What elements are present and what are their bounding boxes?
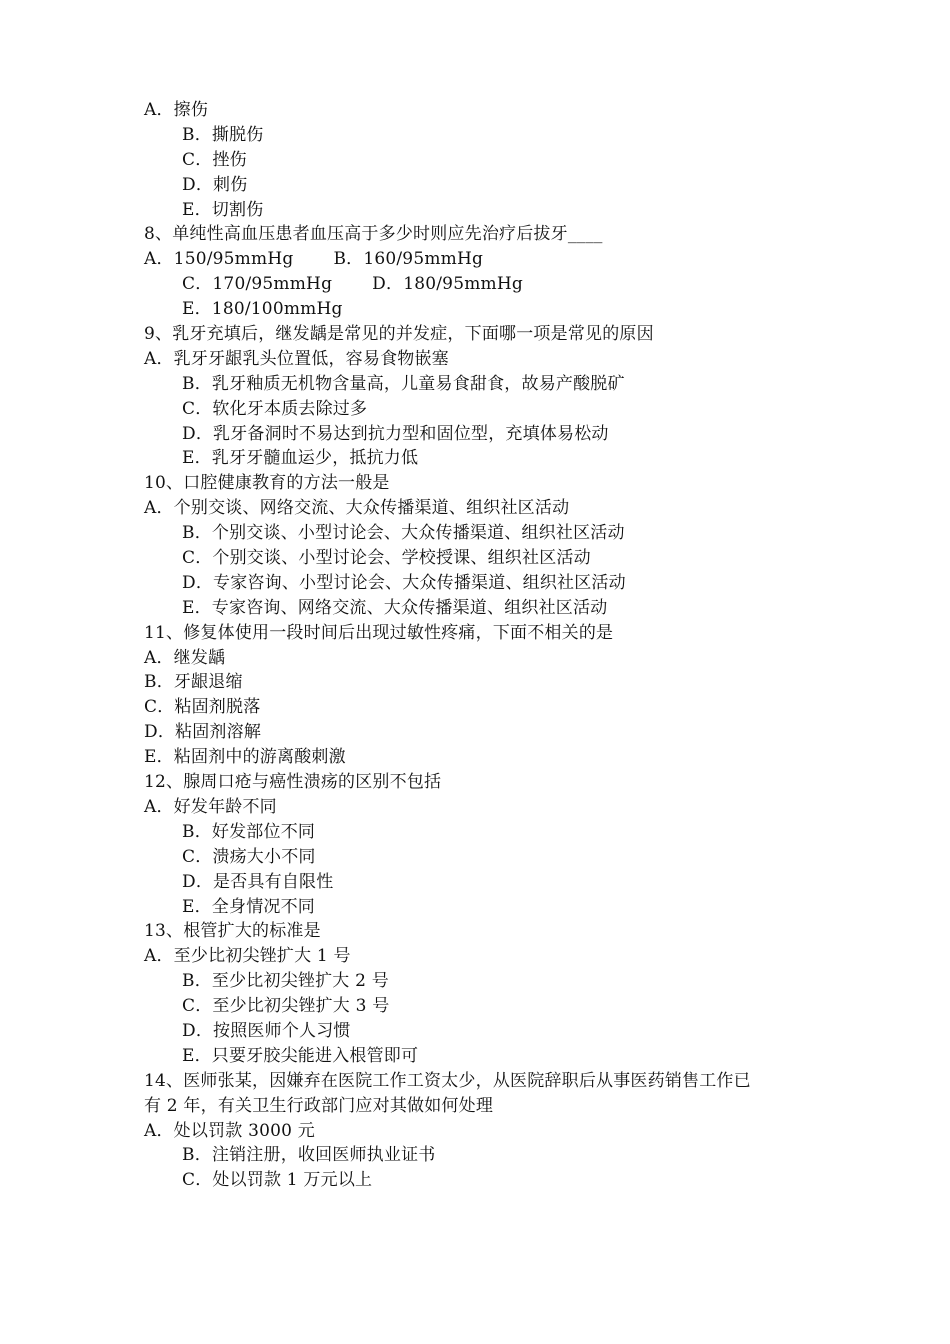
option-text: C．软化牙本质去除过多 — [182, 398, 368, 419]
option-line — [144, 1168, 814, 1193]
option-line — [144, 720, 814, 745]
option-line — [144, 1119, 814, 1144]
question-line — [144, 1069, 814, 1094]
option-line — [144, 745, 814, 770]
option-text: D．刺伤 — [182, 174, 248, 195]
option-text: 有 2 年，有关卫生行政部门应对其做如何处理 — [144, 1095, 494, 1116]
option-text: E．粘固剂中的游离酸刺激 — [144, 747, 346, 768]
option-line — [144, 198, 814, 223]
option-line — [144, 695, 814, 720]
option-line — [144, 173, 814, 198]
option-line — [144, 795, 814, 820]
option-text: C．挫伤 — [182, 149, 247, 170]
option-text: A．处以罚款 3000 元 — [144, 1120, 315, 1141]
option-text: A．乳牙牙龈乳头位置低，容易食物嵌塞 — [144, 348, 449, 369]
option-line — [144, 1143, 814, 1168]
option-line — [144, 845, 814, 870]
option-line — [144, 1044, 814, 1069]
question-text: 14、医师张某，因嫌弃在医院工作工资太少，从医院辞职后从事医药销售工作已 — [144, 1070, 751, 1091]
option-line — [144, 969, 814, 994]
option-text: A．继发龋 — [144, 647, 226, 668]
option-line — [144, 944, 814, 969]
option-text: C．170/95mmHg — [182, 274, 333, 295]
question-line — [144, 471, 814, 496]
option-text: B．个别交谈、小型讨论会、大众传播渠道、组织社区活动 — [182, 523, 625, 544]
option-line — [144, 596, 814, 621]
option-text: B．乳牙釉质无机物含量高，儿童易食甜食，故易产酸脱矿 — [182, 373, 625, 394]
option-text: B．撕脱伤 — [182, 124, 264, 145]
question-line — [144, 770, 814, 795]
option-line — [144, 372, 814, 397]
option-text: D．粘固剂溶解 — [144, 722, 262, 743]
option-line — [144, 571, 814, 596]
option-text: E．乳牙牙髓血运少，抵抗力低 — [182, 448, 419, 469]
option-text: A．个别交谈、网络交流、大众传播渠道、组织社区活动 — [144, 498, 570, 519]
option-line — [144, 870, 814, 895]
option-line — [144, 646, 814, 671]
option-text: D．专家咨询、小型讨论会、大众传播渠道、组织社区活动 — [182, 572, 626, 593]
option-text: A．至少比初尖锉扩大 1 号 — [144, 946, 351, 967]
question-line — [144, 919, 814, 944]
option-text: D．180/95mmHg — [372, 274, 523, 295]
option-line — [144, 422, 814, 447]
option-line — [144, 1019, 814, 1044]
option-line — [144, 98, 814, 123]
question-text: 8、单纯性高血压患者血压高于多少时则应先治疗后拔牙____ — [144, 224, 603, 245]
option-text: C．粘固剂脱落 — [144, 697, 261, 718]
option-line — [144, 820, 814, 845]
option-line — [144, 895, 814, 920]
option-text: B．注销注册，收回医师执业证书 — [182, 1145, 436, 1166]
option-text: E．专家咨询、网络交流、大众传播渠道、组织社区活动 — [182, 597, 608, 618]
option-text: E．180/100mmHg — [182, 299, 343, 320]
question-text: 10、口腔健康教育的方法一般是 — [144, 473, 390, 494]
option-text: E．切割伤 — [182, 199, 264, 220]
option-text: A．好发年龄不同 — [144, 796, 277, 817]
question-text: 12、腺周口疮与癌性溃疡的区别不包括 — [144, 772, 442, 793]
option-line — [144, 148, 814, 173]
option-line — [144, 1094, 814, 1119]
option-text: E．全身情况不同 — [182, 896, 316, 917]
option-text: B．至少比初尖锉扩大 2 号 — [182, 971, 389, 992]
option-text: A．擦伤 — [144, 100, 209, 120]
option-text: B．160/95mmHg — [333, 249, 484, 270]
option-text: A．150/95mmHg — [144, 249, 294, 270]
option-line — [144, 247, 814, 272]
option-line — [144, 994, 814, 1019]
option-line — [144, 347, 814, 372]
option-line — [144, 123, 814, 148]
question-line — [144, 621, 814, 646]
option-line — [144, 670, 814, 695]
option-line — [144, 496, 814, 521]
option-line — [144, 521, 814, 546]
option-line — [144, 397, 814, 422]
question-text: 9、乳牙充填后，继发龋是常见的并发症，下面哪一项是常见的原因 — [144, 324, 654, 345]
option-text: D．乳牙备洞时不易达到抗力型和固位型，充填体易松动 — [182, 423, 609, 444]
option-text: C．个别交谈、小型讨论会、学校授课、组织社区活动 — [182, 548, 591, 569]
question-line — [144, 322, 814, 347]
exam-questions — [144, 98, 814, 1193]
option-text: C．处以罚款 1 万元以上 — [182, 1170, 373, 1191]
option-line — [144, 272, 814, 297]
question-text: 13、根管扩大的标准是 — [144, 921, 321, 942]
option-text: E．只要牙胶尖能进入根管即可 — [182, 1045, 419, 1066]
option-text: C．至少比初尖锉扩大 3 号 — [182, 996, 390, 1017]
option-line — [144, 546, 814, 571]
option-text: C．溃疡大小不同 — [182, 846, 316, 867]
option-line — [144, 297, 814, 322]
option-text: D．按照医师个人习惯 — [182, 1020, 351, 1041]
option-text: B．牙龈退缩 — [144, 672, 243, 693]
question-line — [144, 222, 814, 247]
option-line — [144, 446, 814, 471]
option-text: B．好发部位不同 — [182, 821, 316, 842]
question-text: 11、修复体使用一段时间后出现过敏性疼痛，下面不相关的是 — [144, 622, 614, 643]
option-text: D．是否具有自限性 — [182, 871, 334, 892]
